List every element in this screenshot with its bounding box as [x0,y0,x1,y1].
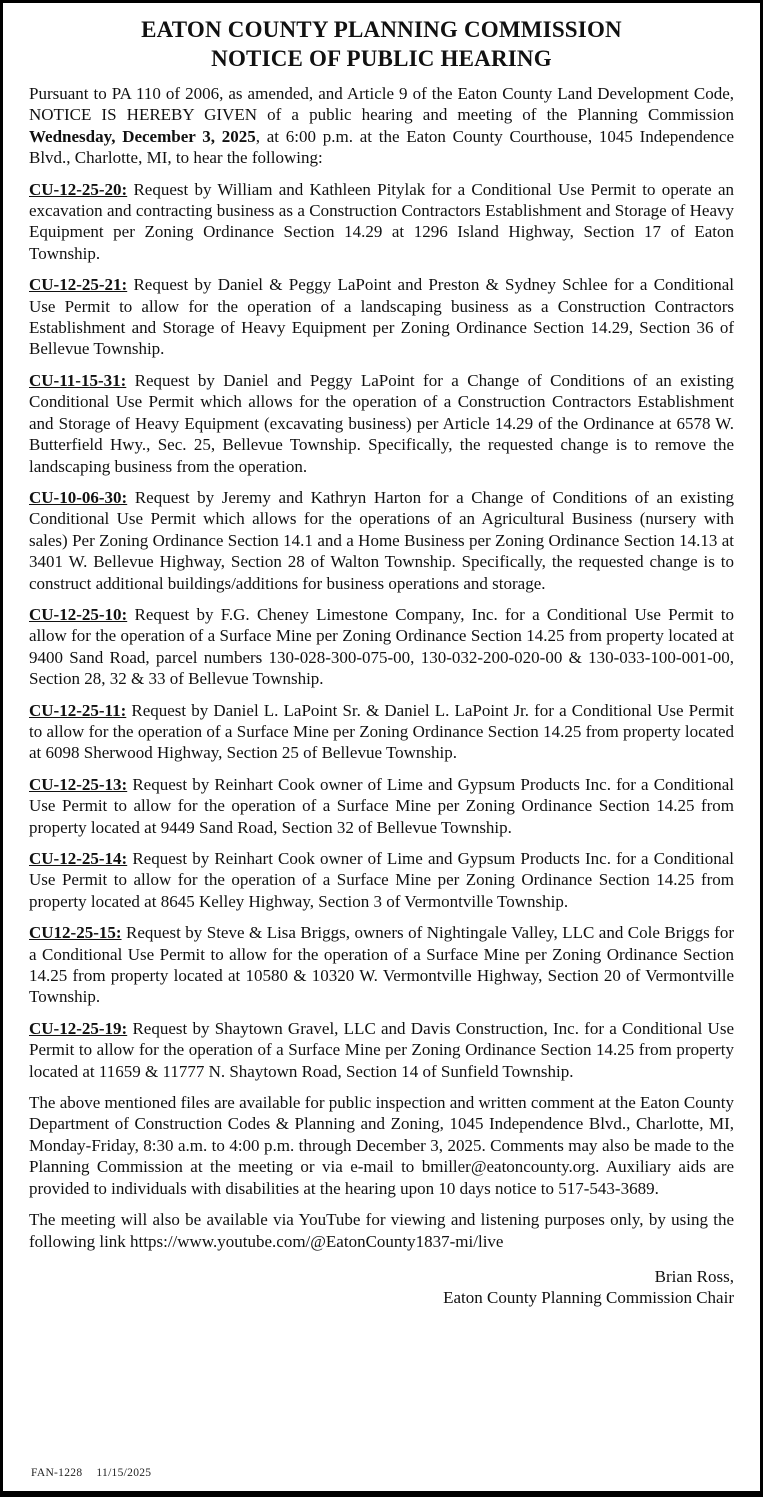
intro-text-before-date: Pursuant to PA 110 of 2006, as amended, and Article 9 of the Eaton County Land Development Code, NOTICE IS HEREBY GIVEN of a public hearing and meeting of the Planning Commission [29,84,734,125]
signature-title: Eaton County Planning Commission Chair [443,1288,734,1308]
case-item [29,700,734,764]
youtube-paragraph: The meeting will also be available via YouTube for viewing and listening purposes only, by using the following link https://www.youtube.com/@EatonCounty1837-mi/live [29,1210,734,1251]
footer-ad-code: FAN-1228 [31,1467,83,1479]
case-text: Request by Steve & Lisa Briggs, owners of Nightingale Valley, LLC and Cole Briggs for a Conditional Use Permit to allow for the operation of a Surface Mine per Zoning Ordinance Section 14.25 from property located at 10580 & 10320 W. Vermontville Highway, Section 20 of Vermontville Township. [29,923,735,1007]
case-code: CU-12-25-14: [29,849,128,868]
case-item [29,848,734,912]
notice-subtitle: NOTICE OF PUBLIC HEARING [211,46,552,71]
intro-text-after-date: , at 6:00 p.m. at the Eaton County Courthouse, 1045 Independence Blvd., Charlotte, MI, to hear the following: [29,126,734,168]
case-item [29,1018,734,1082]
case-text: Request by F.G. Cheney Limestone Company, Inc. for a Conditional Use Permit to allow for the operation of a Surface Mine per Zoning Ordinance Section 14.25 from property located at 9400 Sand Road, parcel numbers 130-028-300-075-00, 130-032-200-020-00 & 130-033-100-001-00, Section 28, 32 & 33 of Bellevue Township. [29,604,734,689]
intro-paragraph [29,83,734,169]
case-code: CU-12-25-11: [29,700,127,720]
case-text: Request by Jeremy and Kathryn Harton for a Change of Conditions of an existing Conditional Use Permit which allows for the operations of an Agricultural Business (nursery with sales) Per Zoning Ordinance Section 14.1 and a Home Business per Zoning Ordinance Section 14.13 at 3401 W. Bellevue Highway, Section 28 of Walton Township. Specifically, the requested change is to construct additional buildings/additions for business operations and storage. [29,487,735,593]
case-code: CU-12-25-20: [29,179,128,199]
case-text: Request by William and Kathleen Pitylak for a Conditional Use Permit to operate an excavation and contracting business as a Construction Contractors Establishment and Storage of Heavy Equipment per Zoning Ordinance Section 14.29 at 1296 Island Highway, Section 17 of Eaton Township. [29,179,735,263]
hearing-date: Wednesday, December 3, 2025 [29,126,256,146]
case-text: Request by Reinhart Cook owner of Lime and Gypsum Products Inc. for a Conditional Use Permit to allow for the operation of a Surface Mine per Zoning Ordinance Section 14.25 from property located at 8645 Kelley Highway, Section 3 of Vermontville Township. [29,849,734,911]
availability-paragraph: The above mentioned files are available for public inspection and written comment at the Eaton County Department of Construction Codes & Planning and Zoning, 1045 Independence Blvd., Charlotte, MI, Monday-Friday, 8:30 a.m. to 4:00 p.m. through December 3, 2025. Comments may also be made to the Planning Commission at the meeting or via e-mail to bmiller@eatoncounty.org. Auxiliary aids are provided to individuals with disabilities at the hearing upon 10 days notice to 517-543-3689. [29,1093,734,1198]
footer-line [31,1467,165,1479]
case-item [29,922,734,1008]
case-item [29,370,734,477]
case-text: Request by Reinhart Cook owner of Lime and Gypsum Products Inc. for a Conditional Use Permit to allow for the operation of a Surface Mine per Zoning Ordinance Section 14.25 from property located at 9449 Sand Road, Section 32 of Bellevue Township. [29,774,734,837]
footer-date: 11/15/2025 [96,1467,152,1479]
case-text: Request by Daniel L. LaPoint Sr. & Daniel L. LaPoint Jr. for a Conditional Use Permit to allow for the operation of a Surface Mine per Zoning Ordinance Section 14.25 from property located at 6098 Sherwood Highway, Section 25 of Bellevue Township. [29,700,734,763]
case-item [29,487,734,594]
case-text: Request by Shaytown Gravel, LLC and Davis Construction, Inc. for a Conditional Use Permit to allow for the operation of a Surface Mine per Zoning Ordinance Section 14.25 from property located at 11659 & 11777 N. Shaytown Road, Section 14 of Sunfield Township. [29,1018,734,1081]
case-item [29,774,734,838]
case-code: CU12-25-15: [29,923,122,943]
case-item [29,274,734,360]
case-code: CU-12-25-13: [29,774,128,794]
case-item [29,604,734,690]
case-text: Request by Daniel and Peggy LaPoint for a Change of Conditions of an existing Conditional Use Permit which allows for the operation of a Construction Contractors Establishment and Storage of Heavy Equipment (excavating business) per Article 14.29 of the Ordinance at 6578 W. Butterfield Hwy., Sec. 25, Bellevue Township. Specifically, the requested change is to remove the landscaping business from the operation. [29,370,735,476]
notice-title: EATON COUNTY PLANNING COMMISSION [141,17,622,42]
notice-header [29,15,734,73]
signature-block [29,1266,734,1309]
case-code: CU-10-06-30: [29,487,128,507]
case-code: CU-12-25-21: [29,275,128,295]
case-code: CU-12-25-19: [29,1018,128,1038]
case-item [29,179,734,265]
case-code: CU-12-25-10: [29,604,128,624]
case-code: CU-11-15-31: [29,370,127,390]
case-text: Request by Daniel & Peggy LaPoint and Preston & Sydney Schlee for a Conditional Use Permit to allow for the operation of a landscaping business as a Construction Contractors Establishment and Storage of Heavy Equipment per Zoning Ordinance Section 14.29, Section 36 of Bellevue Township. [29,275,734,359]
signature-name: Brian Ross, [654,1266,734,1286]
